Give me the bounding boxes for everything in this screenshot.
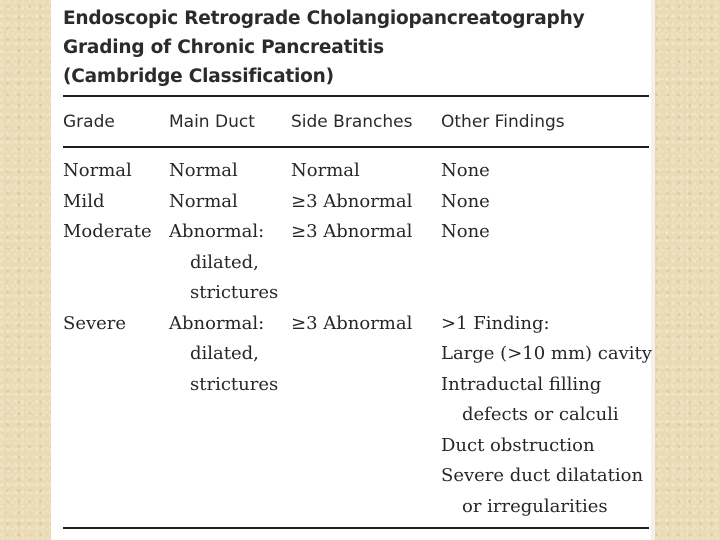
header-other-findings: Other Findings bbox=[441, 112, 565, 132]
row-moderate-main-duct: Abnormal: dilated, strictures bbox=[169, 221, 279, 303]
header-main-duct: Main Duct bbox=[169, 112, 255, 132]
title-line-3: (Cambridge Classification) bbox=[63, 66, 334, 87]
table-title bbox=[63, 4, 643, 91]
header-side-branches: Side Branches bbox=[291, 112, 413, 132]
row-mild-other-findings: None bbox=[441, 190, 490, 212]
row-mild-main-duct: Normal bbox=[169, 190, 238, 212]
row-moderate-grade: Moderate bbox=[63, 221, 152, 242]
row-normal-main-duct: Normal bbox=[169, 160, 238, 181]
row-mild-grade: Mild bbox=[63, 190, 105, 212]
row-normal-grade: Normal bbox=[63, 160, 132, 181]
row-severe-other-findings: >1 Finding: Large (>10 mm) cavity Intraductal filling defects or calculi Duct obstruction Severe duct dilatation or irregularities bbox=[441, 312, 652, 517]
header-rule bbox=[63, 146, 649, 148]
title-line-2: Grading of Chronic Pancreatitis bbox=[63, 37, 384, 58]
row-normal-other-findings: None bbox=[441, 160, 490, 181]
header-grade: Grade bbox=[63, 112, 115, 132]
document-page bbox=[51, 0, 655, 540]
row-mild-side-branches: ≥3 Abnormal bbox=[291, 190, 413, 212]
row-severe-side-branches: ≥3 Abnormal bbox=[291, 312, 413, 334]
row-severe-grade: Severe bbox=[63, 312, 127, 334]
title-line-1: Endoscopic Retrograde Cholangiopancreatography bbox=[63, 8, 585, 29]
bottom-rule bbox=[63, 527, 649, 529]
row-moderate-side-branches: ≥3 Abnormal bbox=[291, 221, 413, 242]
row-severe-main-duct: Abnormal: dilated, strictures bbox=[169, 312, 279, 395]
row-moderate-other-findings: None bbox=[441, 221, 490, 242]
row-normal-side-branches: Normal bbox=[291, 160, 360, 181]
top-rule bbox=[63, 95, 649, 97]
